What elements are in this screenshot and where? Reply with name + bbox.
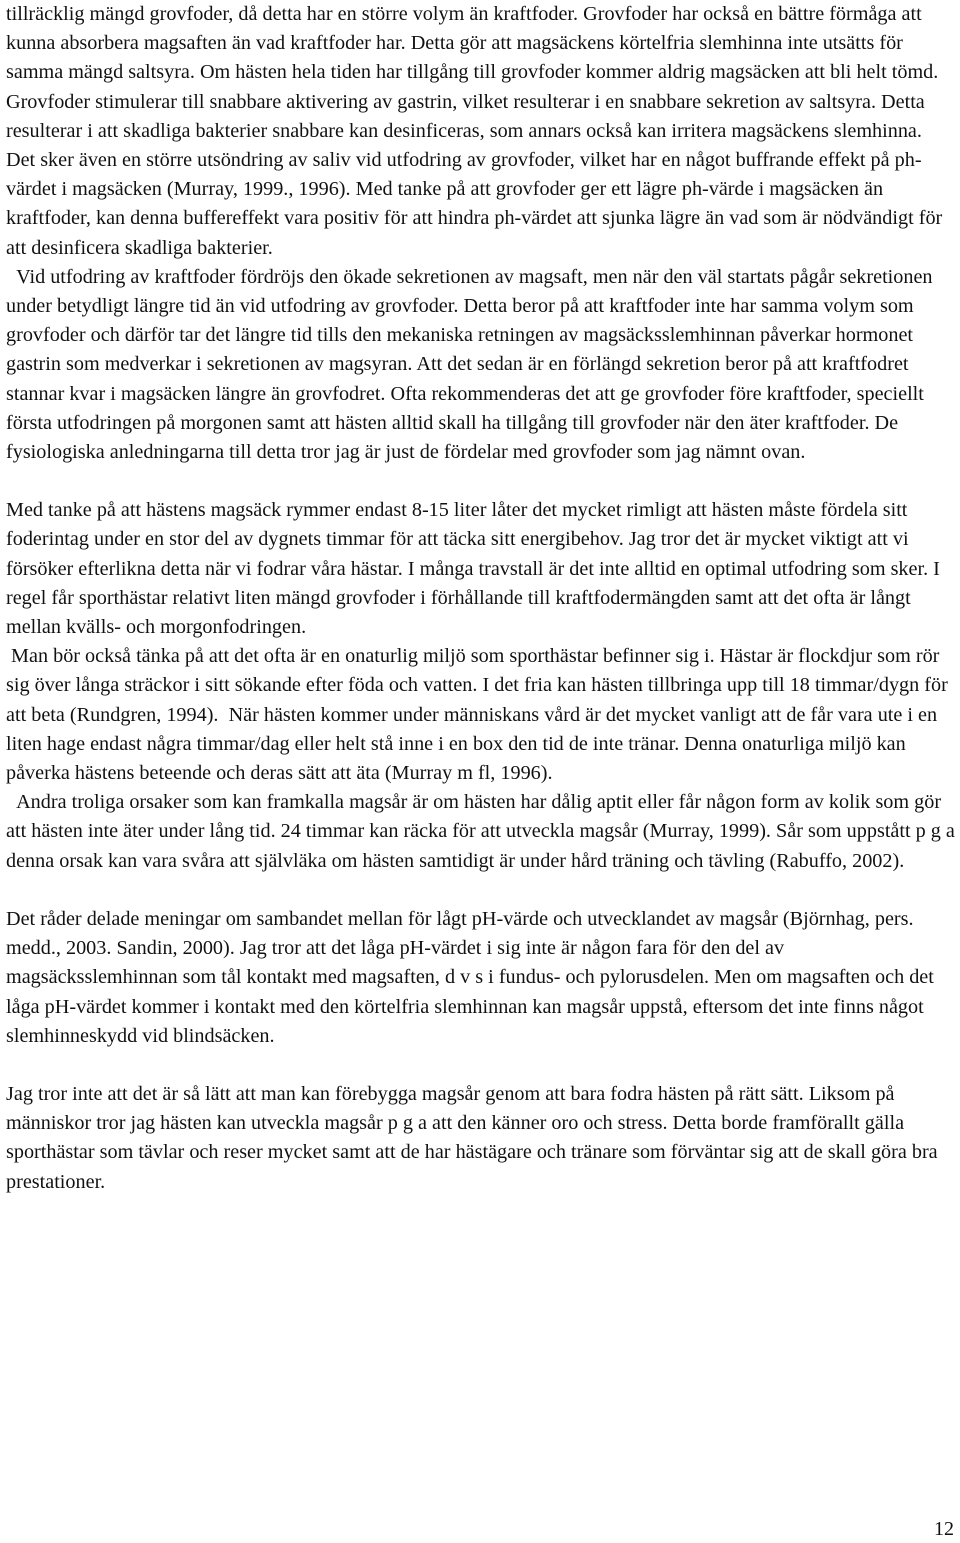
paragraph-gap: [6, 467, 955, 496]
paragraph-2: Vid utfodring av kraftfoder fördröjs den ökade sekretionen av magsaft, men när den väl startats pågår sekretionen under betydligt längre tid än vid utfodring av grovfoder. Detta beror på att kraftfoder inte har samma volym som grovfoder och därför tar det längre tid tills den mekaniska retningen av magsäcksslemhinnan påverkar hormonet gastrin som medverkar i sekretionen av magsyran. Att det sedan är en förlängd sekretion beror på att kraftfodret stannar kvar i magsäcken längre än grovfodret. Ofta rekommenderas det att ge grovfoder före kraftfoder, speciellt första utfodringen på morgonen samt att hästen alltid skall ha tillgång till grovfoder när den äter kraftfoder. De fysiologiska anledningarna till detta tror jag är just de fördelar med grovfoder som jag nämnt ovan.: [6, 265, 938, 464]
paragraph-7: Jag tror inte att det är så lätt att man kan förebygga magsår genom att bara fodra hästen på rätt sätt. Liksom på människor tror jag hästen kan utveckla magsår p g a att den känner oro och stress. Detta borde framförallt gälla sporthästar som tävlar och reser mycket samt att de har hästägare och tränare som förväntar sig att de skall göra bra prestationer.: [6, 1082, 943, 1193]
paragraph-6: Det råder delade meningar om sambandet mellan för lågt pH-värde och utvecklandet av magsår (Björnhag, pers. medd., 2003. Sandin, 2000). Jag tror att det låga pH-värdet i sig inte är någon fara för den del av magsäcksslemhinnan som tål kontakt med magsaften, d v s i fundus- och pylorusdelen. Men om magsaften och det låga pH-värdet kommer i kontakt med den körtelfria slemhinnan kan magsår uppstå, eftersom det inte finns något slemhinneskydd vid blindsäcken.: [6, 907, 939, 1047]
paragraph-5: Andra troliga orsaker som kan framkalla magsår är om hästen har dålig aptit eller får någon form av kolik som gör att hästen inte äter under lång tid. 24 timmar kan räcka för att utveckla magsår (Murray, 1999). Sår som uppstått p g a denna orsak kan vara svåra att självläka om hästen samtidigt är under hård träning och tävling (Rabuffo, 2002).: [6, 791, 960, 872]
paragraph-1: tillräcklig mängd grovfoder, då detta har en större volym än kraftfoder. Grovfoder har också en bättre förmåga att kunna absorbera magsaften än vad kraftfoder har. Detta gör att magsäckens körtelfria slemhinna inte utsätts för samma mängd saltsyra. Om hästen hela tiden har tillgång till grovfoder kommer aldrig magsäcken att bli helt tömd. Grovfoder stimulerar till snabbare aktivering av gastrin, vilket resulterar i en snabbare sekretion av saltsyra. Detta resulterar i att skadliga bakterier snabbare kan desinficeras, som annars också kan irritera magsäckens slemhinna. Det sker även en större utsöndring av saliv vid utfodring av grovfoder, vilket har en något buffrande effekt på ph-värdet i magsäcken (Murray, 1999., 1996). Med tanke på att grovfoder ger ett lägre ph-värde i magsäcken än kraftfoder, kan denna buffereffekt vara positiv för att hindra ph-värdet att sjunka lägre än vad som är nödvändigt för att desinficera skadliga bakterier.: [6, 3, 948, 259]
paragraph-4: Man bör också tänka på att det ofta är en onaturlig miljö som sporthästar befinner sig i. Hästar är flockdjur som rör sig över långa sträckor i sitt sökande efter föda och vatten. I det fria kan hästen tillbringa upp till 18 timmar/dygn för att beta (Rundgren, 1994). När hästen kommer under människans vård är det mycket vanligt att de får vara ute i en liten hage endast några timmar/dag eller helt stå inne i en box den tid de inte tränar. Denna onaturliga miljö kan påverka hästens beteende och deras sätt att äta (Murray m fl, 1996).: [6, 645, 953, 785]
document-page: [6, 0, 960, 1197]
paragraph-3: Med tanke på att hästens magsäck rymmer endast 8-15 liter låter det mycket rimligt att hästen måste fördela sitt foderintag under en stor del av dygnets timmar för att täcka sitt energibehov. Jag tror det är mycket viktigt att vi försöker efterlikna detta när vi fodrar våra hästar. I många travstall är det inte alltid en optimal utfodring som sker. I regel får sporthästar relativt liten mängd grovfoder i förhållande till kraftfodermängden samt att det ofta är långt mellan kvälls- och morgonfodringen.: [6, 499, 945, 639]
paragraph-gap: [6, 1051, 955, 1080]
paragraph-gap: [6, 876, 955, 905]
page-number: 12: [934, 1518, 954, 1540]
